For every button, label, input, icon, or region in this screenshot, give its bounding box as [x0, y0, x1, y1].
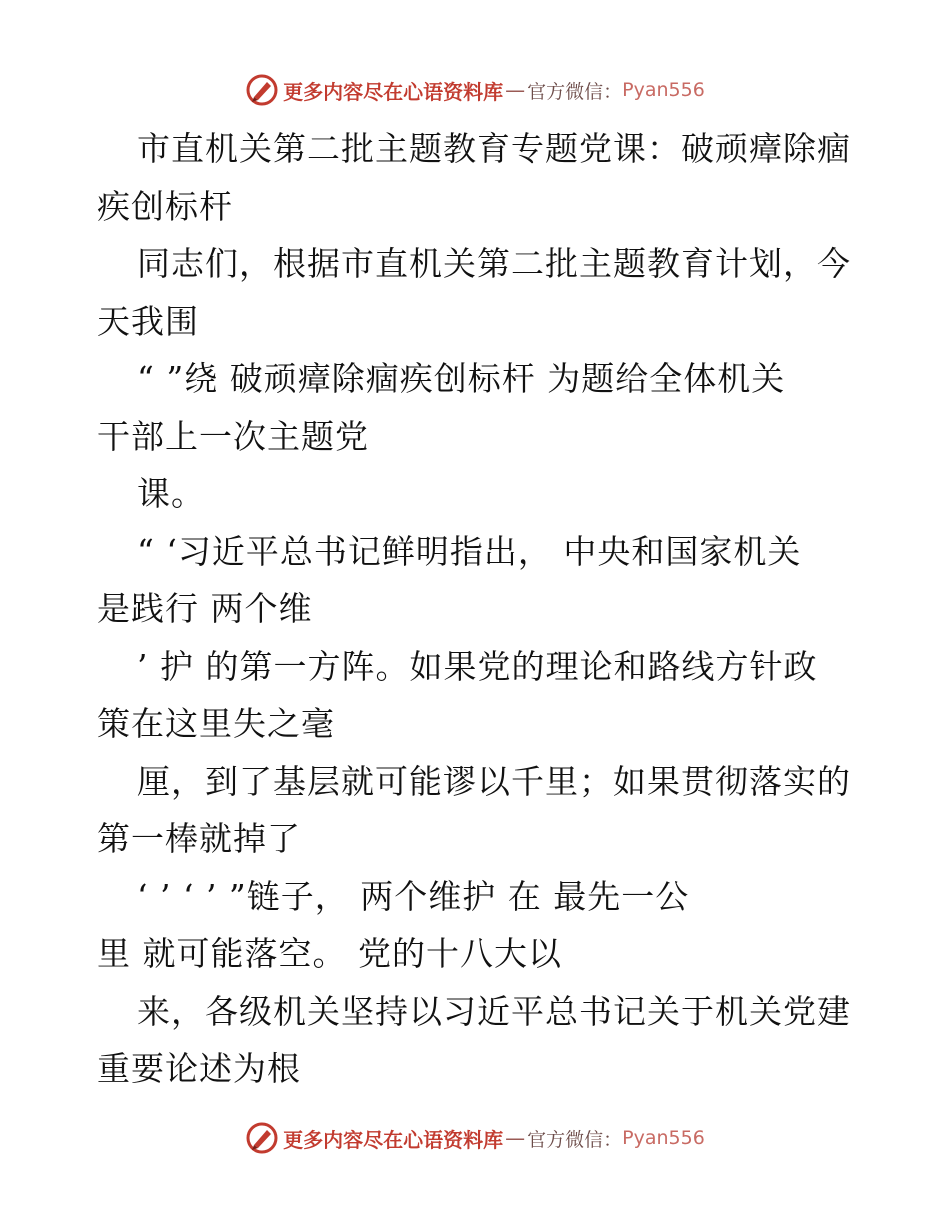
- pen-logo-icon: [245, 1121, 279, 1155]
- paragraph-line: 是践行 两个维: [97, 589, 313, 628]
- watermark-main-text: 更多内容尽在心语资料库: [283, 79, 504, 104]
- title-line-2: 疾创标杆: [97, 186, 233, 226]
- paragraph-line: “ ‘习近平总书记鲜明指出， 中央和国家机关: [137, 531, 802, 571]
- watermark-separator: —: [505, 78, 526, 102]
- watermark-sub-text: 官方微信：: [527, 80, 623, 103]
- paragraph-line: ‘ ’ ‘ ’ ”链子， 两个维护 在 最先一公: [137, 876, 690, 916]
- paragraph-line: 重要论述为根: [97, 1049, 301, 1088]
- watermark-separator: —: [505, 1126, 526, 1150]
- watermark-sub-text: 官方微信：: [527, 1128, 623, 1151]
- paragraph-line: 里 就可能落空。 党的十八大以: [97, 934, 562, 973]
- title-line-1: 市直机关第二批主题教育专题党课：破顽瘴除痼: [137, 129, 851, 168]
- paragraph-line: 来，各级机关坚持以习近平总书记关于机关党建: [137, 991, 851, 1031]
- paragraph-line: 第一棒就掉了: [97, 819, 301, 858]
- paragraph-line: ’ 护 的第一方阵。如果党的理论和路线方针政: [137, 646, 818, 686]
- paragraph-line: 厘，到了基层就可能谬以千里；如果贯彻落实的: [137, 761, 851, 801]
- watermark-wechat-id: Pyan556: [622, 1127, 705, 1149]
- footer-watermark: [0, 1118, 950, 1158]
- paragraph-line: 同志们，根据市直机关第二批主题教育计划，今: [137, 244, 851, 283]
- pen-logo-icon: [245, 73, 279, 107]
- document-body: [97, 120, 857, 1098]
- paragraph-line: 天我围: [97, 301, 199, 341]
- header-watermark: [0, 70, 950, 110]
- paragraph-line: 策在这里失之毫: [97, 704, 335, 743]
- watermark-wechat-id: Pyan556: [622, 79, 705, 101]
- paragraph-line: “ ”绕 破顽瘴除痼疾创标杆 为题给全体机关: [137, 359, 786, 398]
- paragraph-line: 课。: [137, 474, 205, 513]
- watermark-main-text: 更多内容尽在心语资料库: [283, 1127, 504, 1152]
- paragraph-line: 干部上一次主题党: [97, 416, 369, 456]
